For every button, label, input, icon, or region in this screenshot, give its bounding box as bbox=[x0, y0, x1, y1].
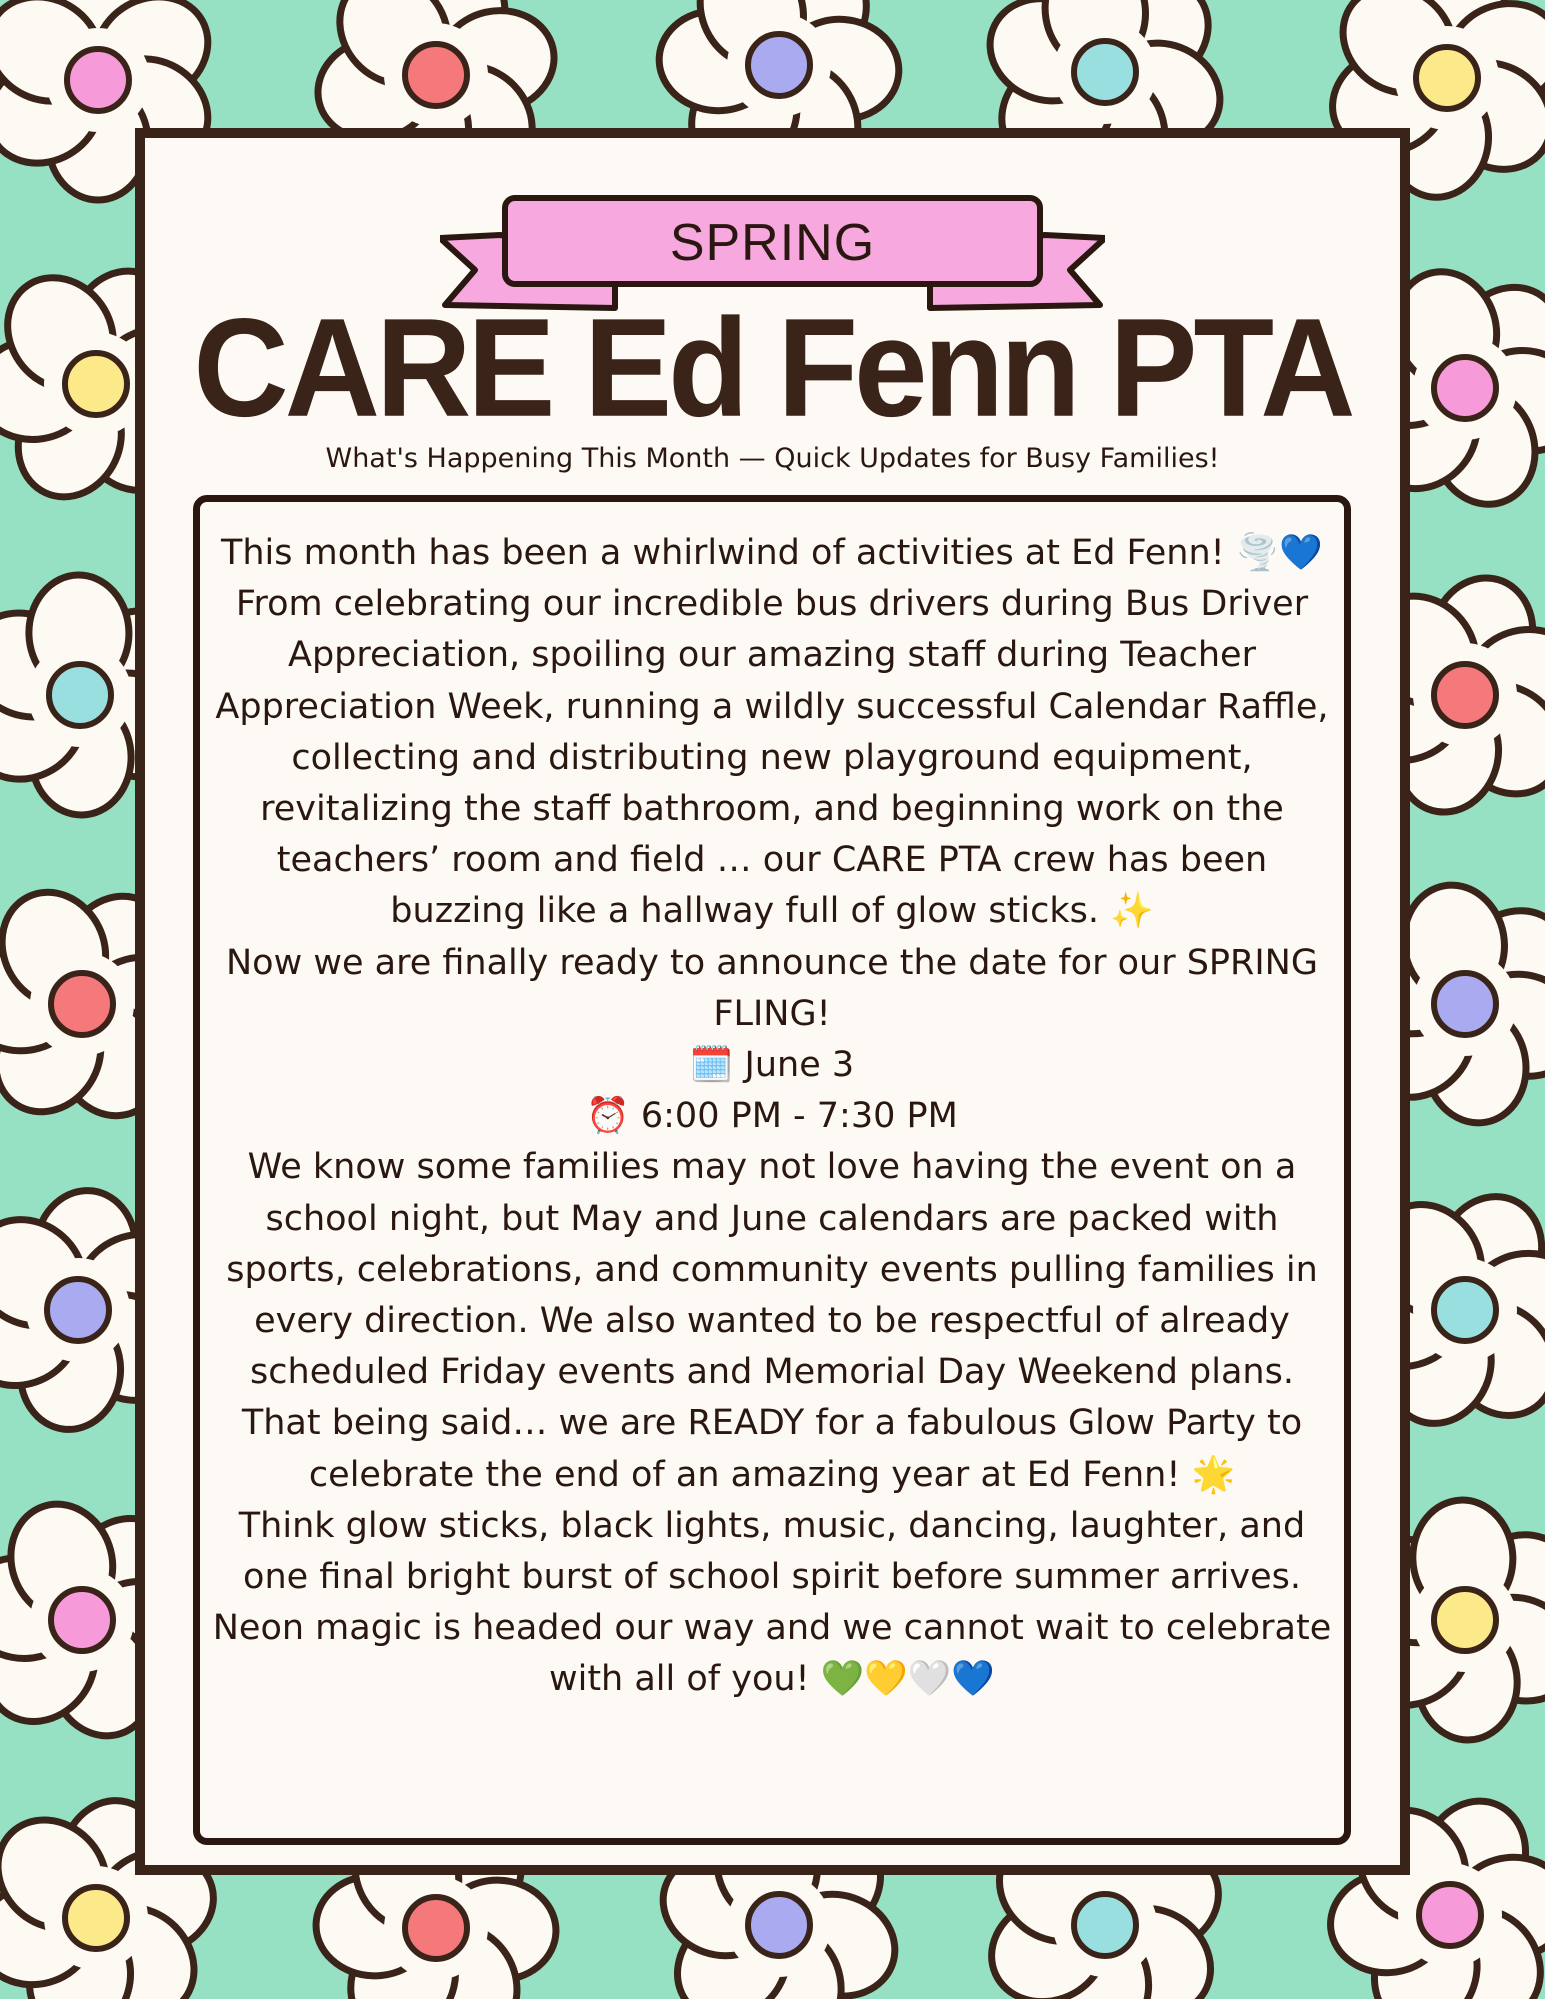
flower-center bbox=[1419, 1884, 1481, 1946]
page-title: CARE Ed Fenn PTA bbox=[193, 289, 1352, 446]
flower-center bbox=[1434, 1279, 1496, 1341]
flower-center bbox=[65, 353, 127, 415]
activities-list-paragraph: Think glow sticks, black lights, music, dancing, laughter, and one final bright burst of school spirit before summer arrives. bbox=[238, 1505, 1306, 1598]
flower-center bbox=[1074, 41, 1136, 103]
flower-center bbox=[748, 1894, 810, 1956]
flower-center bbox=[1434, 357, 1496, 419]
flower-center bbox=[1416, 47, 1478, 109]
glow-party-paragraph: That being said… we are READY for a fabulous Glow Party to celebrate the end of an amazing year at Ed Fenn! 🌟 bbox=[241, 1403, 1303, 1495]
announcement-paragraph: Now we are finally ready to announce the date for our SPRING FLING! bbox=[226, 942, 1318, 1034]
flower-center bbox=[49, 664, 111, 726]
closing-paragraph: Neon magic is headed our way and we cannot wait to celebrate with all of you! 💚💛🤍💙 bbox=[212, 1608, 1332, 1700]
flower-center bbox=[47, 1279, 109, 1341]
flower-center bbox=[405, 44, 467, 106]
event-time: ⏰ 6:00 PM - 7:30 PM bbox=[586, 1096, 958, 1137]
intro-paragraph: This month has been a whirlwind of activities at Ed Fenn! 🌪️💙 bbox=[220, 533, 1323, 573]
explanation-paragraph: We know some families may not love having the event on a school night, but May and June calendars are packed with sports, celebrations, and community events pulling families in every direction. We also wanted to be respectful of already scheduled Friday events and Memorial Day Weekend plans. bbox=[226, 1147, 1318, 1393]
flower-center bbox=[405, 1897, 467, 1959]
flower-center bbox=[51, 1589, 113, 1651]
flower-center bbox=[1434, 664, 1496, 726]
flower-center bbox=[748, 34, 810, 96]
event-date: 🗓️ June 3 bbox=[689, 1045, 855, 1086]
flower-center bbox=[51, 973, 113, 1035]
newsletter-body bbox=[205, 528, 1339, 1706]
activities-paragraph: From celebrating our incredible bus drivers during Bus Driver Appreciation, spoiling our amazing staff during Teacher Appreciation Week, running a wildly successful Calendar Raffle, collecting and distributing new playground equipment, revitalizing the staff bathroom, and beginning work on the teachers’ room and field … our CARE PTA crew has been buzzing like a hallway full of glow sticks. ✨ bbox=[215, 584, 1329, 932]
flower-center bbox=[67, 49, 129, 111]
page-subtitle: What's Happening This Month — Quick Updates for Busy Families! bbox=[325, 443, 1220, 474]
flower-center bbox=[1074, 1894, 1136, 1956]
flower-center bbox=[1434, 1589, 1496, 1651]
flower-center bbox=[1434, 973, 1496, 1035]
flower-center bbox=[65, 1887, 127, 1949]
banner-label: SPRING bbox=[669, 214, 876, 272]
